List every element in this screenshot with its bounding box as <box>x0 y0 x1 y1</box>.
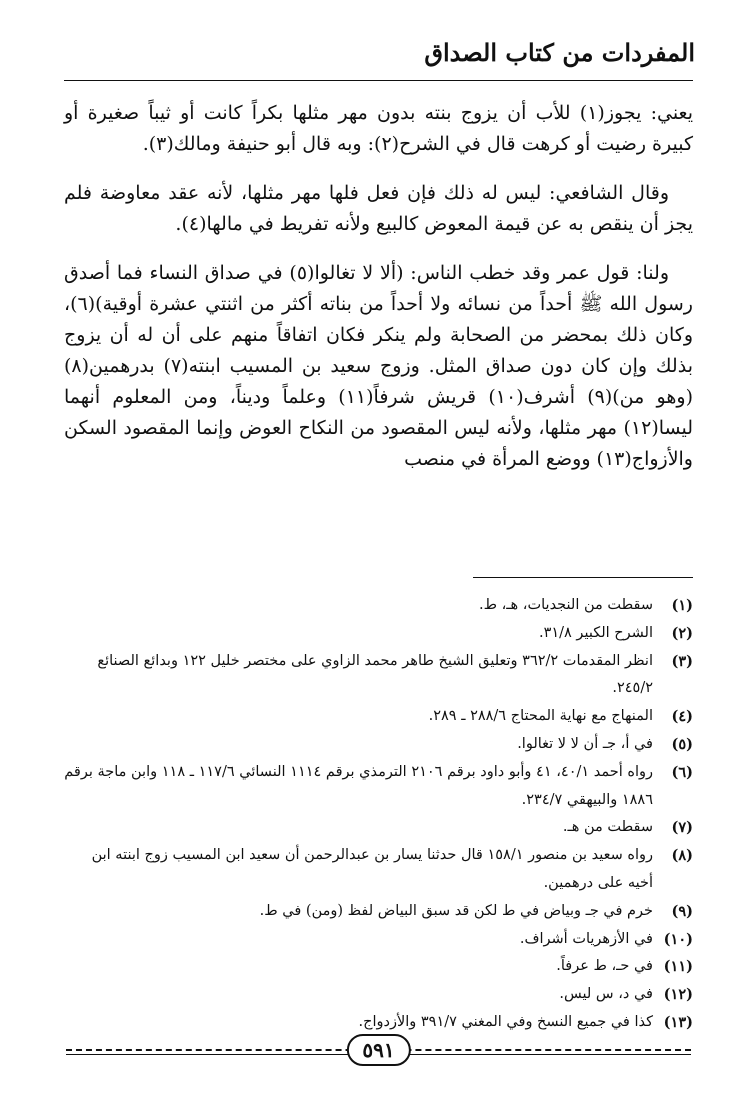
footnote-item <box>64 898 693 926</box>
footnote-item <box>64 981 693 1009</box>
footnote-item <box>64 620 693 648</box>
footnote-number: (٤) <box>671 708 693 726</box>
footnote-number: (٩) <box>671 902 693 920</box>
footnote-number: (٥) <box>671 735 693 753</box>
footnote-text: رواه سعيد بن منصور ١٥٨/١ قال حدثنا يسار بن عبدالرحمن أن سعيد ابن المسيب زوج ابنته ابن أخيه على درهمين. <box>91 847 653 891</box>
footnote-number: (١٣) <box>663 1013 693 1031</box>
footnote-item <box>64 703 693 731</box>
footnote-number: (٦) <box>671 763 693 781</box>
footnote-text: رواه أحمد ٤٠/١، ٤١ وأبو داود برقم ٢١٠٦ الترمذي برقم ١١١٤ النسائي ١١٧/٦ ـ ١١٨ وابن ماجة برقم ١٨٨٦ والبيهقي ٢٣٤/٧. <box>64 763 653 808</box>
footnote-number: (٨) <box>671 847 693 865</box>
footnote-item <box>64 1009 693 1037</box>
page-header-title: المفردات من كتاب الصداق <box>424 38 695 67</box>
footnote-text: في د، س ليس. <box>559 986 653 1003</box>
footnote-text: خرم في جـ وبياض في ط لكن قد سبق البياض لفظ (ومن) في ط. <box>259 902 653 919</box>
footnotes-list <box>64 592 693 1037</box>
footnote-text: المنهاج مع نهاية المحتاج ٢٨٨/٦ ـ ٢٨٩. <box>428 708 653 725</box>
paragraph: وقال الشافعي: ليس له ذلك فإن فعل فلها مهر مثلها، لأنه عقد معاوضة فلم يجز أن ينقص به عن قيمة المعوض كالبيع ولأنه تفريط في مالها(٤). <box>64 182 693 235</box>
paragraph: يعني: يجوز(١) للأب أن يزوج بنته بدون مهر مثلها بكراً كانت أو ثيباً صغيرة أو كبيرة رضيت أو كرهت قال في الشرح(٢): وبه قال أبو حنيفة ومالك(٣). <box>64 102 694 155</box>
footnote-number: (١٢) <box>663 986 693 1004</box>
footnote-item <box>64 648 693 704</box>
footnote-number: (٧) <box>671 819 693 837</box>
footnote-item <box>64 814 693 842</box>
footnote-number: (١١) <box>663 958 693 976</box>
page-number: ٥٩١ <box>346 1034 410 1066</box>
paragraph: ولنا: قول عمر وقد خطب الناس: (ألا لا تغالوا(٥) في صداق النساء فما أصدق رسول الله ﷺ أحداً من نسائه ولا أحداً من بناته أكثر من اثنتي عشرة أوقية)(٦)، وكان ذلك بمحضر من الصحابة ولم ينكر فكان اتفاقاً منهم على أن له أن يزوج بذلك وإن كان دون صداق المثل. وزوج سعيد بن المسيب ابنته(٧) بدرهمين(٨) (وهو من)(٩) أشرف(١٠) قريش شرفاً(١١) وعلماً وديناً، ومن المعلوم أنهما ليسا(١٢) مهر مثلها، ولأنه ليس المقصود من النكاح العوض وإنما المقصود السكن والأزواج(١٣) ووضع المرأة في منصب <box>64 262 693 470</box>
footnote-text: في الأزهريات أشراف. <box>519 930 653 947</box>
footnote-number: (٣) <box>671 652 693 670</box>
footnote-item <box>64 953 693 981</box>
footnote-divider <box>473 577 693 578</box>
footnote-number: (١) <box>671 597 693 614</box>
footnote-item <box>64 842 693 898</box>
footnote-text: كذا في جميع النسخ وفي المغني ٣٩١/٧ والأزدواج. <box>358 1013 653 1030</box>
footnote-text: سقطت من هـ. <box>562 819 653 836</box>
footnote-item <box>64 592 693 620</box>
footnote-text: الشرح الكبير ٣١/٨. <box>538 624 653 641</box>
footnote-item <box>64 926 693 954</box>
footnote-item <box>64 759 693 815</box>
header-divider <box>64 80 693 81</box>
footnote-text: في حـ، ط عرفاً. <box>556 958 653 975</box>
main-text <box>64 98 693 493</box>
page-footer <box>66 1034 691 1066</box>
footnote-item <box>64 731 693 759</box>
footnote-text: سقطت من النجديات، هـ، ط. <box>478 597 653 613</box>
footnote-text: انظر المقدمات ٣٦٢/٢ وتعليق الشيخ طاهر محمد الزاوي على مختصر خليل ١٢٢ وبدائع الصنائع ٢٤٥/٢. <box>97 652 653 697</box>
footnote-text: في أ، جـ أن لا لا تغالوا. <box>517 735 653 752</box>
footnote-number: (٢) <box>671 624 693 642</box>
footnote-number: (١٠) <box>663 930 693 948</box>
